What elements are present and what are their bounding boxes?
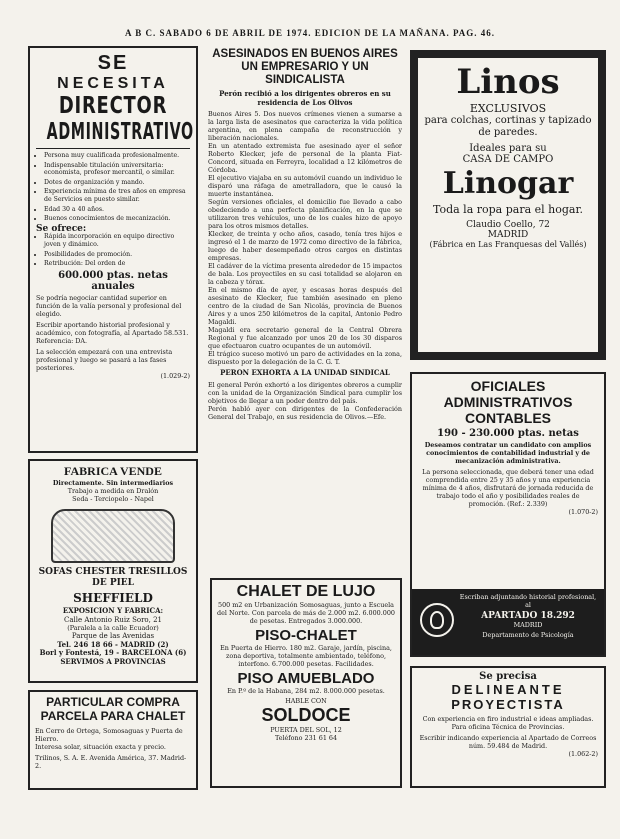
oficiales-title1: OFICIALES (470, 378, 546, 394)
para-2: En un atentado extremista fue asesinado ayer el señor Roberto Klecker, jefe de personal de la planta Fiat-Concord, situada en Ferreyra, localidad a 12 kilómetros de Córdoba. (208, 142, 402, 175)
fabrica-address: Calle Antonio Ruiz Soro, 21 (63, 615, 162, 624)
chalet-text3: En P.º de la Habana, 284 m2. 8.000.000 pesetas. (227, 687, 385, 695)
req-1: • Persona muy cualificada profesionalmente. (44, 152, 190, 160)
ad-director (28, 46, 198, 453)
ad-linos (410, 50, 606, 360)
ad-director-title2: ADMINISTRATIVO (46, 119, 194, 145)
chalet-text2: En Puerta de Hierro. 180 m2. Garaje, jardín, piscina, zona deportiva, totalmente ambientado, teléfono, interfono. 6.700.000 pesetas. Facilidades. (220, 644, 392, 668)
chalet-phone: Teléfono 231 61 64 (274, 734, 338, 742)
company-logo-icon (420, 603, 454, 637)
ad-oficiales (410, 372, 606, 657)
fabrica-phone: Tel. 246 18 66 - MADRID (2) (57, 639, 169, 649)
ad-director-title1: DIRECTOR (58, 93, 168, 119)
linos-l2: para colchas, cortinas y tapizado de paredes. (424, 115, 592, 138)
chalet-title: CHALET DE LUJO (236, 583, 376, 600)
chalet-address: PUERTA DEL SOL, 12 (270, 726, 342, 734)
delineante-t2: PROYECTISTA (451, 697, 565, 712)
chalet-brand: SOLDOCE (261, 705, 351, 725)
req-2: • Indispensable titulación universitaria: economista, profesor mercantil, o similar. (44, 162, 190, 177)
fabrica-products: SOFAS CHESTER TRESILLOS DE PIEL (38, 567, 188, 588)
parcela-title2: PARCELA PARA CHALET (40, 709, 186, 723)
req-6: • Buenos conocimientos de mecanización. (44, 215, 190, 223)
salary-note: Se podría negociar cantidad superior en función de la valía personal y profesional del elegido. (36, 293, 182, 318)
para2-2: Perón habló ayer con dirigentes de la Confederación General del Trabajo, en sus residencia de Olivos.—Efe. (208, 404, 402, 421)
fabrica-address3: Parque de las Avenidas (71, 632, 155, 641)
chalet-title2: PISO-CHALET (255, 627, 357, 644)
para-4: Según versiones oficiales, el domicilio fue llevado a cabo obedeciendo a una perfecta planificación, en la que se utilizaron tres vehículos, uno de los cuales hizo de apoyo para los otros mismos detalles. (208, 198, 402, 231)
linos-l3: Ideales para su (469, 143, 547, 154)
parcela-title1: PARTICULAR COMPRA (46, 695, 180, 709)
article (208, 48, 402, 568)
parcela-body: En Cerro de Ortega, Somosaguas y Puerta de Hierro. (35, 727, 183, 743)
chalet-contact-label: HABLE CON (285, 697, 327, 705)
req-3: • Dotes de organización y mando. (44, 179, 190, 187)
fabrica-line-1: Directamente. Sin intermediarios (52, 479, 174, 487)
fabrica-line-2: Trabajo a medida en Dralón (67, 487, 159, 495)
oficiales-body: Deseamos contratar un candidato con amplios conocimientos de contabilidad industrial y de mecanización administrativa. (424, 441, 592, 465)
chalet-text: 500 m2 en Urbanización Somosaguas, junto a Escuela del Norte. Con parcela de más de 2.000 m2. 6.000.000 de pesetas. Entregados 3.000.000. (217, 601, 395, 625)
chalet-title3: PISO AMUEBLADO (237, 670, 375, 687)
para-9: El trágico suceso motivó un paro de actividades en la zona, dispuesto por la delegación de la C. G. T. (208, 350, 402, 367)
salary: 600.000 ptas. netas anuales (58, 269, 168, 292)
para2-1: El general Perón exhortó a los dirigentes obreros a cumplir con la unidad de la Organización Sindical para cumplir los objetivos de llegar a un poder dentro del país. (208, 380, 402, 405)
delineante-ref: (1.062-2) (568, 750, 598, 758)
oficiales-cta3: MADRID (513, 621, 543, 629)
oficiales-cta-panel (412, 589, 604, 655)
article-headline: ASESINADOS EN BUENOS AIRES UN EMPRESARIO Y UN SINDICALISTA (212, 48, 398, 86)
fabrica-provinces: SERVIMOS A PROVINCIAS (60, 656, 166, 666)
para-6: El cadáver de la víctima presenta alrededor de 15 impactos de bala. Los proyectiles en su casi totalidad se alojaron en la cabeza y tórax. (208, 262, 402, 287)
page-header: A B C. SABADO 6 DE ABRIL DE 1974. EDICION DE LA MAÑANA. PAG. 46. (124, 28, 496, 38)
offer-2: • Posibilidades de promoción. (44, 251, 190, 259)
article-subtitle2: PERON EXHORTA A LA UNIDAD SINDICAL (220, 368, 390, 378)
fabrica-address2: (Paralela a la calle Ecuador) (67, 624, 159, 633)
ad-director-se: SE (97, 52, 129, 74)
article-subhead: Perón recibió a los dirigentes obreros en su residencia de Los Olivos (219, 89, 391, 107)
parcela-contact: Trilinos, S. A. E. Avenida América, 37. Madrid-2. (35, 754, 187, 770)
oficiales-salary: 190 - 230.000 ptas. netas (437, 428, 579, 439)
linos-factory: (Fábrica en Las Franquesas del Vallés) (429, 240, 587, 249)
ad-fabrica (28, 459, 198, 683)
fabrica-barcelona: Borl y Fontestá, 19 - BARCELONA (6) (39, 648, 187, 658)
para-7: En el mismo día de ayer, y escasas horas después del asesinato de Klecker, fue también asesinado en pleno centro de la ciudad de San Nicolás, provincia de Buenos Aires y a unos 250 kilómetros de la capital, Antonio Pedro Magaldi. (208, 286, 402, 327)
linos-l1: EXCLUSIVOS (469, 102, 547, 115)
linos-l5: Toda la ropa para el hogar. (432, 203, 584, 216)
fabrica-line-3: Seda - Terciopelo - Napel (72, 495, 154, 503)
oficiales-cta1: Escriban adjuntando historial profesional, al (459, 593, 597, 609)
ref: (1.029-2) (160, 371, 190, 380)
para-5: Klecker, de treinta y ocho años, casado, tenía tres hijos e ingresó el 1 de marzo de 1972 como directivo de la fábrica, luego de haber desempeñado otros cargos en distintas empresas. (208, 230, 402, 263)
linos-addr1: Claudio Coello, 72 (466, 220, 550, 230)
fabrica-title: FABRICA VENDE (64, 464, 162, 478)
para-8: Magaldi era secretario general de la Central Obrera Regional y fue alcanzado por unos 20 de los 30 disparos que efectuaron cuatro ocupantes de un automóvil. (208, 326, 402, 351)
delineante-top: Se precisa (479, 671, 537, 682)
delineante-body: Con experiencia en firo industrial e ideas ampliadas. Para oficina Técnica de Provincias. (422, 715, 594, 731)
fabrica-brand: SHEFFIELD (73, 591, 153, 605)
parcela-body2: Interesa solar, situación exacta y precio. (35, 743, 166, 751)
linos-l4: CASA DE CAMPO (462, 154, 554, 165)
linos-brand: Linos (456, 62, 560, 102)
oficiales-title3: CONTABLES (464, 410, 552, 426)
delineante-contact: Escribir indicando experiencia al Apartado de Correos núm. 59.484 de Madrid. (419, 734, 597, 750)
oficiales-ref: (1.070-2) (568, 508, 598, 516)
oficiales-body2: La persona seleccionada, que deberá tener una edad comprendida entre 25 y 35 años y una experiencia mínima de 4 años, disfrutará de jornada reducida de trabajo todo el año y posibilidades reales de promoción. (Ref.: 2.339) (422, 468, 594, 508)
para-1: Buenos Aires 5. Dos nuevos crímenes vienen a sumarse a la larga lista de asesinatos que caracteriza la vida política argentina, en plena campaña de reconstrucción y liberación nacionales. (208, 110, 402, 143)
contact: Escribir aportando historial profesional y académico, con fotografía, al Apartado 58.531. Referencia: DA. (36, 320, 189, 345)
sofa-illustration (51, 509, 175, 563)
req-4: • Experiencia mínima de tres años en empresa de Servicios en puesto similar. (44, 188, 190, 203)
ad-chalet (210, 578, 402, 788)
oficiales-cta2: APARTADO 18.292 (481, 611, 575, 621)
para-3: El ejecutivo viajaba en su automóvil cuando un individuo le disparó una ráfaga de ametralladora, que le causó la muerte instantánea. (208, 174, 402, 199)
oficiales-cta4: Departamento de Psicología (482, 631, 574, 639)
offer-1: • Rápida incorporación en equipo directivo joven y dinámico. (44, 233, 190, 248)
oficiales-title2: ADMINISTRATIVOS (443, 394, 573, 410)
req-5: • Edad 30 a 40 años. (44, 206, 190, 214)
offers-title: Se ofrece: (36, 223, 87, 234)
ad-parcela (28, 690, 198, 790)
note: La selección empezará con una entrevista profesional y luego se pasará a las fases posteriores. (36, 347, 173, 372)
linos-addr2: MADRID (487, 230, 529, 240)
linos-brand2: Linogar (442, 166, 574, 201)
offer-3: • Retribución: Del orden de (44, 260, 190, 268)
ad-delineante (410, 666, 606, 788)
delineante-t1: DELINEANTE (451, 682, 565, 697)
ad-director-necesita: NECESITA (57, 75, 169, 92)
fabrica-expo: EXPOSICION Y FABRICA: (62, 606, 164, 615)
